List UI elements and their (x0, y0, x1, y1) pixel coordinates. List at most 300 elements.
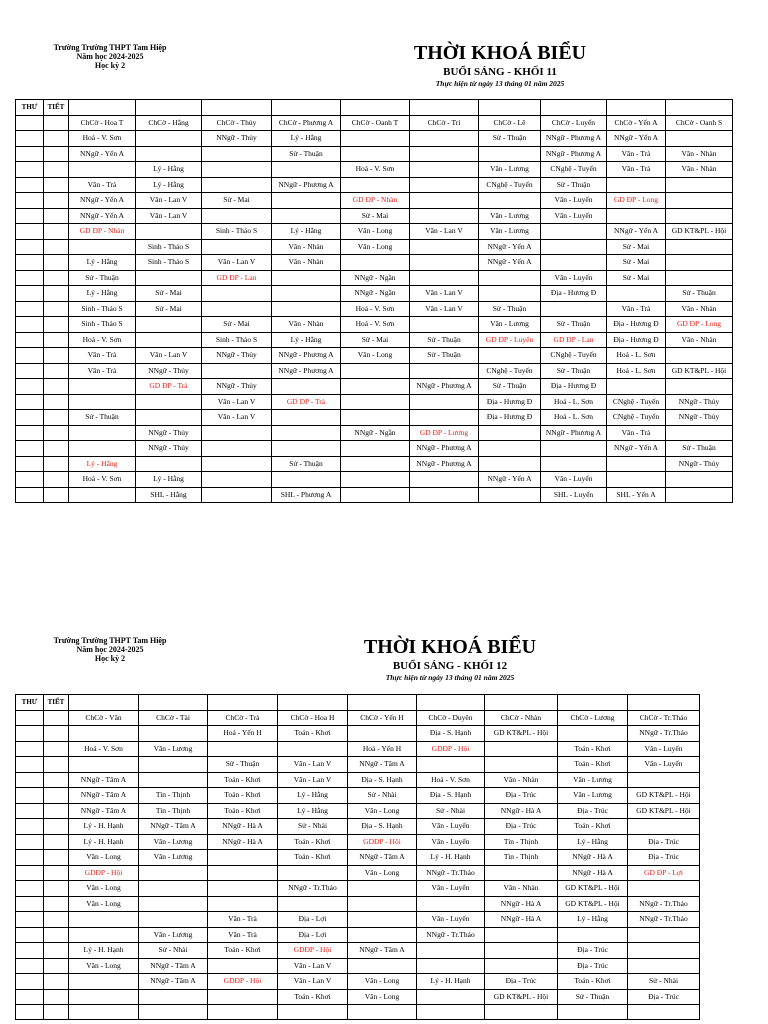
lesson-cell: CNghệ - Tuyến (607, 394, 666, 410)
lesson-cell: Sinh - Thảo S (69, 317, 136, 333)
lesson-cell: Sinh - Thảo S (202, 332, 272, 348)
lesson-cell: GDĐP - Hội (278, 943, 348, 959)
day-cell (16, 974, 44, 990)
day-cell (16, 989, 44, 1005)
lesson-cell: Lý - Hằng (136, 162, 202, 178)
lesson-cell: NNgữ - Tâm A (348, 757, 417, 773)
lesson-cell: Văn - Luyến (628, 741, 700, 757)
lesson-cell: Văn - Lương (139, 741, 208, 757)
school-year: Năm học 2024-2025 (76, 645, 144, 654)
lesson-cell: Văn - Long (341, 224, 410, 240)
lesson-cell: Văn - Luyến (541, 193, 607, 209)
lesson-cell: Hoá - V. Sơn (69, 741, 139, 757)
lesson-cell: Sử - Nhài (139, 943, 208, 959)
period-cell (44, 989, 69, 1005)
lesson-cell: GD ĐP - Trà (272, 394, 341, 410)
lesson-cell (348, 881, 417, 897)
period-cell (44, 741, 69, 757)
day-cell (16, 834, 44, 850)
lesson-cell (485, 741, 558, 757)
lesson-cell: ChCờ - Duyên (417, 710, 485, 726)
lesson-cell: Văn - Nhàn (272, 317, 341, 333)
lesson-cell: Văn - Long (348, 865, 417, 881)
day-cell (16, 819, 44, 835)
semester: Học kỳ 2 (94, 61, 126, 70)
lesson-cell: Toán - Khơi (208, 788, 278, 804)
lesson-cell (69, 974, 139, 990)
table-row (16, 912, 700, 928)
lesson-cell (278, 896, 348, 912)
lesson-cell: NNgữ - Phương A (410, 456, 479, 472)
table-row (16, 896, 700, 912)
lesson-cell: CNghệ - Tuyến (479, 363, 541, 379)
school-name: Trường Trường THPT Tam Hiệp (53, 636, 167, 645)
lesson-cell: GD ĐP - Lương (410, 425, 479, 441)
table-row (16, 865, 700, 881)
header-class-cell (208, 695, 278, 711)
lesson-cell: GD KT&PL - Hội (485, 989, 558, 1005)
lesson-cell: Lý - Hằng (69, 255, 136, 271)
lesson-cell: NNgữ - Tâm A (69, 788, 139, 804)
lesson-cell: Sử - Nhài (628, 974, 700, 990)
lesson-cell: NNgữ - Tr.Thảo (628, 896, 700, 912)
lesson-cell: Văn - Luyến (417, 834, 485, 850)
lesson-cell: Văn - Long (348, 974, 417, 990)
day-cell (16, 803, 44, 819)
lesson-cell: NNgữ - Tr.Thảo (628, 726, 700, 742)
lesson-cell: Sinh - Thảo S (136, 239, 202, 255)
lesson-cell: Sử - Thuận (479, 131, 541, 147)
lesson-cell: ChCờ - Hoa H (278, 710, 348, 726)
lesson-cell: Sử - Thuận (410, 332, 479, 348)
lesson-cell: Địa - Trúc (485, 974, 558, 990)
lesson-cell: NNgữ - Yến A (479, 255, 541, 271)
lesson-cell: Địa - S. Hạnh (348, 819, 417, 835)
lesson-cell: Lý - Hằng (272, 131, 341, 147)
lesson-cell: Địa - Trúc (485, 788, 558, 804)
lesson-cell: Toán - Khơi (558, 741, 628, 757)
lesson-cell: NNgữ - Tâm A (348, 943, 417, 959)
lesson-cell: Lý - Hằng (278, 788, 348, 804)
lesson-cell: Hoá - L. Sơn (541, 394, 607, 410)
lesson-cell: Địa - Hương Đ (541, 379, 607, 395)
lesson-cell (348, 912, 417, 928)
lesson-cell: CNghệ - Tuyến (479, 177, 541, 193)
period-cell (44, 834, 69, 850)
lesson-cell: Địa - Trúc (485, 819, 558, 835)
lesson-cell: Địa - Trúc (558, 958, 628, 974)
effective-date: Thực hiện từ ngày 13 tháng 01 năm 2025 (385, 673, 515, 682)
lesson-cell: Sử - Thuận (479, 379, 541, 395)
lesson-cell: Lý - H. Hạnh (417, 850, 485, 866)
period-cell (44, 788, 69, 804)
lesson-cell: Tin - Thịnh (139, 788, 208, 804)
lesson-cell: Sử - Mai (607, 255, 666, 271)
lesson-cell: NNgữ - Tr.Thảo (417, 865, 485, 881)
lesson-cell (139, 865, 208, 881)
lesson-cell (417, 896, 485, 912)
lesson-cell: Địa - S. Hạnh (348, 772, 417, 788)
lesson-cell: GD KT&PL - Hội (628, 803, 700, 819)
lesson-cell: Văn - Long (341, 239, 410, 255)
lesson-cell: Văn - Lan V (278, 958, 348, 974)
period-cell (44, 881, 69, 897)
lesson-cell: Sử - Thuận (666, 441, 733, 457)
lesson-cell: Lý - Hằng (278, 803, 348, 819)
header-tiet: TIẾT (44, 695, 69, 711)
lesson-cell: Hoá - V. Sơn (69, 131, 136, 147)
lesson-cell (485, 927, 558, 943)
period-cell (44, 710, 69, 726)
table-row (16, 958, 700, 974)
lesson-cell: Sử - Nhài (278, 819, 348, 835)
lesson-cell (628, 927, 700, 943)
lesson-cell: Văn - Lan V (410, 286, 479, 302)
lesson-cell (208, 741, 278, 757)
lesson-cell: ChCờ - Yến A (607, 115, 666, 131)
lesson-cell (628, 958, 700, 974)
day-cell (16, 741, 44, 757)
period-cell (44, 896, 69, 912)
lesson-cell: Sử - Mai (202, 193, 272, 209)
lesson-cell: Hoá - V. Sơn (69, 332, 136, 348)
lesson-cell: Sử - Thuận (410, 348, 479, 364)
lesson-cell: Toán - Khơi (278, 989, 348, 1005)
lesson-cell (558, 726, 628, 742)
day-cell (16, 772, 44, 788)
lesson-cell: NNgữ - Yến A (69, 146, 136, 162)
lesson-cell: Sử - Thuận (69, 270, 136, 286)
lesson-cell: NNgữ - Yến A (69, 208, 136, 224)
day-cell (16, 912, 44, 928)
table-row (16, 757, 700, 773)
lesson-cell: Văn - Nhàn (666, 332, 733, 348)
lesson-cell: Lý - Hằng (558, 912, 628, 928)
lesson-cell: Văn - Trà (607, 162, 666, 178)
period-cell (44, 912, 69, 928)
period-cell (44, 726, 69, 742)
header-thu: THƯ (16, 695, 44, 711)
day-cell (16, 1005, 44, 1020)
lesson-cell: Sử - Nhài (348, 788, 417, 804)
table-row (16, 741, 700, 757)
lesson-cell: GD KT&PL - Hội (558, 896, 628, 912)
day-cell (16, 788, 44, 804)
lesson-cell: Văn - Long (341, 348, 410, 364)
lesson-cell: ChCờ - Lê (479, 115, 541, 131)
lesson-cell: Văn - Long (69, 881, 139, 897)
lesson-cell: Địa - Trúc (558, 943, 628, 959)
lesson-cell: Văn - Luyến (628, 757, 700, 773)
lesson-cell: GD ĐP - Trà (136, 379, 202, 395)
lesson-cell (208, 958, 278, 974)
table-row (16, 803, 700, 819)
lesson-cell: Địa - Lợi (278, 912, 348, 928)
lesson-cell: Sử - Thuận (666, 286, 733, 302)
lesson-cell: Sử - Thuận (541, 317, 607, 333)
lesson-cell: GD ĐP - Luyến (479, 332, 541, 348)
day-cell (16, 850, 44, 866)
lesson-cell: NNgữ - Thủy (202, 348, 272, 364)
header-tiet: TIẾT (44, 100, 69, 116)
lesson-cell (348, 726, 417, 742)
lesson-cell: Sử - Mai (136, 301, 202, 317)
lesson-cell: Hoá - V. Sơn (341, 162, 410, 178)
lesson-cell: NNgữ - Yến A (607, 224, 666, 240)
lesson-cell: ChCờ - Hằng (136, 115, 202, 131)
lesson-cell (417, 989, 485, 1005)
lesson-cell: ChCờ - Lương (558, 710, 628, 726)
lesson-cell (278, 1005, 348, 1020)
table-row (16, 927, 700, 943)
lesson-cell (139, 912, 208, 928)
lesson-cell (348, 958, 417, 974)
lesson-cell (208, 850, 278, 866)
lesson-cell: Lý - H. Hạnh (417, 974, 485, 990)
lesson-cell: Văn - Lan V (278, 974, 348, 990)
day-cell (16, 865, 44, 881)
day-cell (16, 943, 44, 959)
lesson-cell: Sử - Mai (341, 332, 410, 348)
lesson-cell: Lý - Hằng (272, 332, 341, 348)
lesson-cell: Văn - Lan V (410, 301, 479, 317)
lesson-cell: GD ĐP - Nhàn (341, 193, 410, 209)
lesson-cell: Văn - Lan V (136, 208, 202, 224)
lesson-cell: NNgữ - Yến A (479, 472, 541, 488)
lesson-cell: NNgữ - Ngần (341, 270, 410, 286)
table-row (16, 850, 700, 866)
lesson-cell: Sử - Thuận (541, 363, 607, 379)
lesson-cell: Lý - Hằng (136, 177, 202, 193)
lesson-cell: Sử - Mai (202, 317, 272, 333)
lesson-cell: GD ĐP - Lợi (628, 865, 700, 881)
lesson-cell (628, 1005, 700, 1020)
lesson-cell: Sử - Thuận (208, 757, 278, 773)
lesson-cell: Văn - Lan V (136, 193, 202, 209)
lesson-cell: Sử - Mai (341, 208, 410, 224)
lesson-cell: Hoá - Yến H (348, 741, 417, 757)
table-row (16, 943, 700, 959)
lesson-cell: Văn - Lương (479, 317, 541, 333)
lesson-cell: ChCờ - Hoa T (69, 115, 136, 131)
page-title: THỜI KHOÁ BIỂU (413, 42, 587, 64)
lesson-cell: Văn - Lan V (278, 757, 348, 773)
lesson-cell: NNgữ - Thủy (202, 379, 272, 395)
table-row (16, 989, 700, 1005)
lesson-cell (485, 943, 558, 959)
lesson-cell (628, 819, 700, 835)
lesson-cell: Hoá - V. Sơn (417, 772, 485, 788)
lesson-cell: NNgữ - Hà A (485, 912, 558, 928)
lesson-cell (139, 989, 208, 1005)
lesson-cell: Địa - Trúc (628, 850, 700, 866)
lesson-cell: GDĐP - Hội (348, 834, 417, 850)
lesson-cell: Địa - Hương Đ (479, 394, 541, 410)
lesson-cell: Văn - Luyến (417, 881, 485, 897)
header-row (16, 695, 700, 711)
lesson-cell: NNgữ - Phương A (541, 146, 607, 162)
day-cell (16, 710, 44, 726)
lesson-cell: Văn - Long (69, 850, 139, 866)
lesson-cell: Văn - Lan V (278, 772, 348, 788)
lesson-cell: NNgữ - Hà A (485, 803, 558, 819)
page-subtitle: BUỔI SÁNG - KHỐI 12 (392, 660, 508, 672)
lesson-cell: Sinh - Thảo S (69, 301, 136, 317)
lesson-cell (485, 757, 558, 773)
lesson-cell: NNgữ - Thủy (666, 456, 733, 472)
lesson-cell: NNgữ - Phương A (410, 441, 479, 457)
period-cell (44, 803, 69, 819)
lesson-cell (208, 865, 278, 881)
lesson-cell: GD KT&PL - Hội (666, 363, 733, 379)
lesson-cell: Văn - Lương (139, 850, 208, 866)
lesson-cell: Văn - Trà (69, 363, 136, 379)
lesson-cell: NNgữ - Phương A (541, 131, 607, 147)
lesson-cell: SHL - Yến A (607, 487, 666, 503)
lesson-cell (348, 896, 417, 912)
lesson-cell: Lý - Hằng (272, 224, 341, 240)
lesson-cell: Văn - Trà (607, 301, 666, 317)
lesson-cell (69, 1005, 139, 1020)
lesson-cell: Địa - Trúc (628, 834, 700, 850)
lesson-cell: ChCờ - Tài (139, 710, 208, 726)
lesson-cell: Văn - Long (69, 958, 139, 974)
lesson-cell: Toán - Khơi (208, 803, 278, 819)
lesson-cell: Toán - Khơi (558, 974, 628, 990)
period-cell (44, 757, 69, 773)
lesson-cell: NNgữ - Phương A (272, 177, 341, 193)
lesson-cell: CNghệ - Tuyến (541, 348, 607, 364)
day-cell (16, 927, 44, 943)
table-row (16, 1005, 700, 1020)
lesson-cell: ChCờ - Trí (410, 115, 479, 131)
day-cell (16, 881, 44, 897)
lesson-cell: SHL - Phương A (272, 487, 341, 503)
lesson-cell (348, 927, 417, 943)
lesson-cell: Hoá - V. Sơn (341, 301, 410, 317)
lesson-cell: Văn - Nhàn (272, 239, 341, 255)
lesson-cell: NNgữ - Tr.Thảo (417, 927, 485, 943)
lesson-cell: NNgữ - Tâm A (139, 958, 208, 974)
lesson-cell (417, 757, 485, 773)
lesson-cell: Văn - Lan V (202, 410, 272, 426)
lesson-cell: Địa - Hương Đ (479, 410, 541, 426)
lesson-cell: NNgữ - Hà A (208, 834, 278, 850)
lesson-cell: GDĐP - Hội (69, 865, 139, 881)
lesson-cell: GD KT&PL - Hội (628, 788, 700, 804)
lesson-cell: NNgữ - Tâm A (139, 819, 208, 835)
lesson-cell: Sử - Mai (607, 270, 666, 286)
lesson-cell: Văn - Luyến (541, 270, 607, 286)
page-subtitle: BUỔI SÁNG - KHỐI 11 (443, 66, 557, 78)
lesson-cell: Văn - Nhàn (666, 146, 733, 162)
lesson-cell: GDĐP - Hội (417, 741, 485, 757)
lesson-cell: NNgữ - Ngần (341, 425, 410, 441)
lesson-cell: Địa - Trúc (558, 803, 628, 819)
lesson-cell: Văn - Nhàn (666, 162, 733, 178)
period-cell (44, 958, 69, 974)
lesson-cell: Toán - Khơi (558, 757, 628, 773)
lesson-cell: ChCờ - Nhàn (485, 710, 558, 726)
lesson-cell: NNgữ - Hà A (558, 850, 628, 866)
lesson-cell: Văn - Trà (69, 348, 136, 364)
effective-date: Thực hiện từ ngày 13 tháng 01 năm 2025 (435, 79, 565, 88)
period-cell (44, 772, 69, 788)
lesson-cell: Địa - Hương Đ (541, 286, 607, 302)
lesson-cell: GD ĐP - Nhàn (69, 224, 136, 240)
lesson-cell: GD ĐP - Long (666, 317, 733, 333)
lesson-cell: Văn - Long (348, 989, 417, 1005)
lesson-cell: Văn - Long (348, 803, 417, 819)
lesson-cell: Lý - Hằng (69, 456, 136, 472)
period-cell (44, 974, 69, 990)
lesson-cell: Văn - Trà (607, 146, 666, 162)
lesson-cell: NNgữ - Thủy (136, 425, 202, 441)
lesson-cell: Văn - Lương (479, 224, 541, 240)
day-cell (16, 896, 44, 912)
lesson-cell: ChCờ - Thủy (202, 115, 272, 131)
school-name: Trường Trường THPT Tam Hiệp (53, 43, 167, 52)
lesson-cell: Văn - Luyến (541, 472, 607, 488)
lesson-cell: NNgữ - Hà A (208, 819, 278, 835)
lesson-cell (139, 1005, 208, 1020)
lesson-cell: NNgữ - Yến A (479, 239, 541, 255)
lesson-cell (278, 865, 348, 881)
lesson-cell: GDĐP - Hội (208, 974, 278, 990)
lesson-cell: GD ĐP - Lan (541, 332, 607, 348)
lesson-cell: GD ĐP - Lan (202, 270, 272, 286)
lesson-cell: Địa - Lợi (278, 927, 348, 943)
lesson-cell: SHL - Luyến (541, 487, 607, 503)
lesson-cell: NNgữ - Thủy (202, 131, 272, 147)
lesson-cell: NNgữ - Tr.Thảo (628, 912, 700, 928)
lesson-cell: Văn - Nhàn (485, 881, 558, 897)
lesson-cell: NNgữ - Ngần (341, 286, 410, 302)
lesson-cell: Văn - Nhàn (666, 301, 733, 317)
lesson-cell (485, 1005, 558, 1020)
lesson-cell: NNgữ - Tâm A (139, 974, 208, 990)
lesson-cell: Hoá - L. Sơn (607, 363, 666, 379)
lesson-cell: Văn - Trà (69, 177, 136, 193)
header-class-cell (69, 695, 139, 711)
lesson-cell: Văn - Luyến (417, 819, 485, 835)
lesson-cell: NNgữ - Yến A (607, 441, 666, 457)
lesson-cell: SHL - Hằng (136, 487, 202, 503)
lesson-cell: NNgữ - Thủy (666, 394, 733, 410)
lesson-cell: Văn - Trà (607, 425, 666, 441)
lesson-cell: Sử - Thuận (541, 177, 607, 193)
lesson-cell: Hoá - L. Sơn (541, 410, 607, 426)
lesson-cell (417, 1005, 485, 1020)
lesson-cell: Sử - Thuận (272, 456, 341, 472)
lesson-cell (628, 772, 700, 788)
lesson-cell (139, 772, 208, 788)
lesson-cell: Lý - Hằng (136, 472, 202, 488)
lesson-cell: Địa - S. Hạnh (417, 726, 485, 742)
lesson-cell: NNgữ - Phương A (272, 348, 341, 364)
lesson-cell: Văn - Lan V (202, 394, 272, 410)
lesson-cell: Hoá - V. Sơn (69, 472, 136, 488)
period-cell (44, 819, 69, 835)
lesson-cell: NNgữ - Yến A (69, 193, 136, 209)
lesson-cell: NNgữ - Hà A (485, 896, 558, 912)
lesson-cell: GD KT&PL - Hội (558, 881, 628, 897)
day-cell (16, 958, 44, 974)
day-cell (16, 726, 44, 742)
lesson-cell: Sử - Thuận (272, 146, 341, 162)
lesson-cell: Văn - Lương (558, 788, 628, 804)
lesson-cell: ChCờ - Vân (69, 710, 139, 726)
